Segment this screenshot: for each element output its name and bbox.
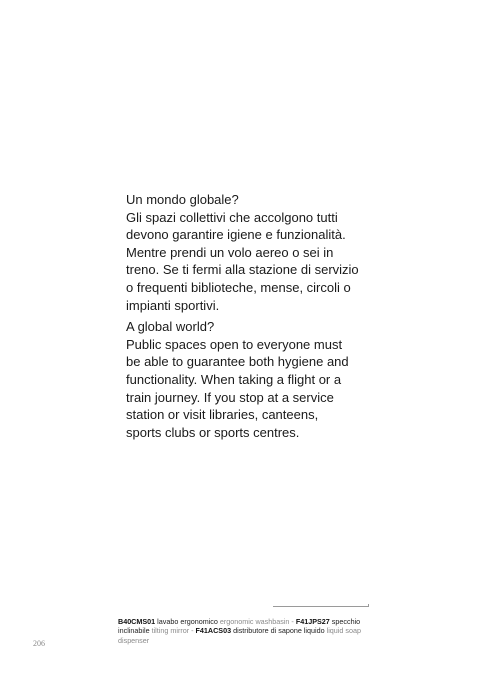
product-code: F41JPS27 xyxy=(295,617,330,626)
italian-line: Mentre prendi un volo aereo o sei in xyxy=(126,244,334,260)
english-line: station or visit libraries, canteens, xyxy=(126,407,319,423)
english-line: sports clubs or sports centres. xyxy=(126,424,300,440)
product-name-it: distributore di sapone liquido xyxy=(233,626,325,636)
italian-paragraph xyxy=(126,191,364,314)
english-line: functionality. When taking a flight or a xyxy=(126,371,342,387)
english-line: Public spaces open to everyone must xyxy=(126,336,343,352)
english-heading: A global world? xyxy=(126,319,215,335)
product-caption xyxy=(118,617,372,645)
caption-separator: - xyxy=(191,626,194,636)
caption-divider-tick xyxy=(368,604,369,607)
italian-heading: Un mondo globale? xyxy=(126,192,239,207)
product-name-en: ergonomic washbasin xyxy=(219,617,290,626)
caption-separator: - xyxy=(291,617,294,626)
italian-line: devono garantire igiene e funzionalità. xyxy=(126,227,346,243)
page-number: 206 xyxy=(33,639,45,648)
body-text xyxy=(126,191,364,441)
italian-line: impianti sportivi. xyxy=(126,297,220,313)
english-line: train journey. If you stop at a service xyxy=(126,389,334,405)
product-name-it: lavabo ergonomico xyxy=(157,617,218,626)
italian-line: treno. Se ti fermi alla stazione di servizio xyxy=(126,262,359,278)
english-paragraph xyxy=(126,318,364,441)
english-line: be able to guarantee both hygiene and xyxy=(126,354,349,370)
caption-divider xyxy=(273,606,369,607)
product-code: B40CMS01 xyxy=(118,617,156,626)
product-name-it: specchio inclinabile xyxy=(118,617,361,636)
product-name-en: tilting mirror xyxy=(151,626,190,636)
italian-line: Gli spazi collettivi che accolgono tutti xyxy=(126,209,338,225)
product-code: F41ACS03 xyxy=(195,626,232,636)
product-name-en: liquid soap dispenser xyxy=(118,626,361,645)
italian-line: o frequenti biblioteche, mense, circoli o xyxy=(126,279,351,295)
